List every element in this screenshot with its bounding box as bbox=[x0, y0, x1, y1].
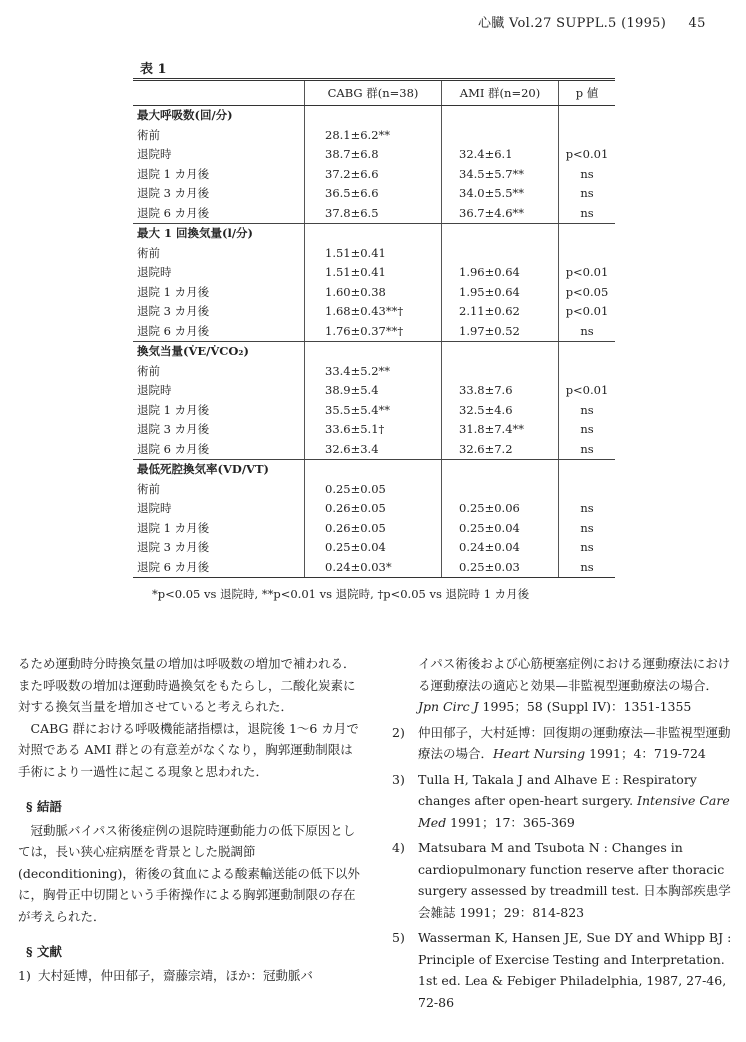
table-cell bbox=[559, 460, 616, 480]
table-row bbox=[133, 362, 615, 382]
table-cell: 0.26±0.05 bbox=[305, 519, 442, 539]
page-number: 45 bbox=[688, 16, 706, 31]
table-cell: p<0.01 bbox=[559, 381, 616, 401]
reference-text bbox=[418, 769, 737, 834]
table-cell bbox=[559, 342, 616, 362]
table-footnote: *p<0.05 vs 退院時, **p<0.01 vs 退院時, †p<0.05 vs 退院時 1 カ月後 bbox=[152, 587, 530, 601]
table-cell: ns bbox=[559, 499, 616, 519]
table-row bbox=[133, 519, 615, 539]
table-row bbox=[133, 420, 615, 440]
journal-title: Heart Nursing bbox=[493, 746, 586, 761]
reference-item bbox=[392, 769, 737, 834]
table-cell: 0.25±0.05 bbox=[305, 480, 442, 500]
table-cell: 34.5±5.7** bbox=[442, 165, 559, 185]
volume: Vol.27 bbox=[509, 16, 552, 31]
table-group bbox=[133, 342, 615, 460]
table-row bbox=[133, 244, 615, 264]
supplement: SUPPL.5 bbox=[556, 16, 617, 31]
journal-title: Intensive Care Med bbox=[418, 793, 730, 830]
reference-item bbox=[392, 927, 737, 1013]
table-group bbox=[133, 460, 615, 578]
results-table bbox=[133, 78, 615, 578]
table-cell: 28.1±6.2** bbox=[305, 126, 442, 146]
table-cell: ns bbox=[559, 165, 616, 185]
conclusion-heading: § 結語 bbox=[26, 799, 62, 814]
table-row bbox=[133, 558, 615, 578]
table-row bbox=[133, 165, 615, 185]
table-cell bbox=[559, 362, 616, 382]
reference-body: Wasserman K, Hansen JE, Sue DY and Whipp BJ : Principle of Exercise Testing and Interpretation. 1st ed. Lea & Febiger Philadelphia, 1987, 27-46, 72-86 bbox=[418, 930, 732, 1010]
table-cell: 1.96±0.64 bbox=[442, 263, 559, 283]
reference-body: Tulla H, Takala J and Alhave E : Respiratory changes after open-heart surgery. bbox=[418, 771, 697, 808]
table-cell bbox=[442, 362, 559, 382]
table-cell: 31.8±7.4** bbox=[442, 420, 559, 440]
row-label: 退院 3 カ月後 bbox=[137, 540, 210, 555]
table-row bbox=[133, 381, 615, 401]
table-row bbox=[133, 499, 615, 519]
table-cell: 1.60±0.38 bbox=[305, 283, 442, 303]
table-header-row bbox=[133, 80, 615, 106]
table-cell: 1.51±0.41 bbox=[305, 263, 442, 283]
table-cell: p<0.01 bbox=[559, 145, 616, 165]
table-cell: 1.51±0.41 bbox=[305, 244, 442, 264]
table-row bbox=[133, 480, 615, 500]
group-title-row bbox=[133, 342, 615, 362]
row-label: 退院 6 カ月後 bbox=[133, 440, 305, 460]
table-cell: 32.5±4.6 bbox=[442, 401, 559, 421]
row-label: 術前 bbox=[137, 245, 160, 260]
table-cell: 0.25±0.04 bbox=[305, 538, 442, 558]
table-row bbox=[133, 322, 615, 342]
group-title: 最大 1 回換気量(l/分) bbox=[137, 226, 253, 241]
reference-body: 仲田郁子，大村延博：回復期の運動療法—非監視型運動療法の場合． bbox=[418, 724, 731, 761]
table-cell: ns bbox=[559, 440, 616, 460]
reference-number: 3) bbox=[392, 771, 405, 787]
group-title-row bbox=[133, 106, 615, 126]
reference-tail: 1995；58 (Suppl IV)：1351-1355 bbox=[478, 699, 692, 714]
table-cell: 1.76±0.37**† bbox=[305, 322, 442, 342]
table-header-cell: p 値 bbox=[559, 80, 616, 106]
paragraph: CABG 群における呼吸機能諸指標は，退院後 1～6 カ月で対照である AMI 群との有意差がなくなり，胸郭運動制限は手術により一過性に起こる現象と思われた． bbox=[18, 720, 359, 779]
reference-continuation bbox=[392, 653, 737, 718]
row-label: 退院 6 カ月後 bbox=[133, 558, 305, 578]
table-label: 表 1 bbox=[140, 62, 167, 77]
reference-number: 1) bbox=[18, 967, 31, 983]
year: (1995) bbox=[621, 16, 667, 31]
table-cell bbox=[305, 342, 442, 362]
table-header-cell: AMI 群(n=20) bbox=[442, 80, 559, 106]
table-cell: ns bbox=[559, 322, 616, 342]
table-row bbox=[133, 440, 615, 460]
table-cell: 34.0±5.5** bbox=[442, 184, 559, 204]
row-label: 退院時 bbox=[137, 147, 172, 162]
reference-item bbox=[18, 965, 363, 987]
row-label: 術前 bbox=[137, 481, 160, 496]
row-label: 退院 1 カ月後 bbox=[137, 520, 210, 535]
table-header-cell bbox=[133, 80, 305, 106]
group-title: 最大呼吸数(回/分) bbox=[137, 108, 233, 123]
row-label: 退院 3 カ月後 bbox=[137, 422, 210, 437]
table-cell bbox=[442, 106, 559, 126]
table-cell: 33.4±5.2** bbox=[305, 362, 442, 382]
row-label: 退院 6 カ月後 bbox=[133, 322, 305, 342]
table-cell: 35.5±5.4** bbox=[305, 401, 442, 421]
table-cell bbox=[559, 244, 616, 264]
journal-name: 心臓 bbox=[478, 16, 505, 31]
table-cell: p<0.05 bbox=[559, 283, 616, 303]
table-cell: ns bbox=[559, 538, 616, 558]
table-cell bbox=[442, 224, 559, 244]
table-cell: 1.95±0.64 bbox=[442, 283, 559, 303]
reference-item bbox=[392, 837, 737, 923]
reference-tail: 1991；17：365-369 bbox=[446, 814, 575, 830]
table-cell bbox=[305, 224, 442, 244]
row-label: 退院時 bbox=[137, 501, 172, 516]
table-cell: 2.11±0.62 bbox=[442, 302, 559, 322]
table-row bbox=[133, 538, 615, 558]
row-label: 退院 3 カ月後 bbox=[137, 304, 210, 319]
table-cell bbox=[305, 460, 442, 480]
row-label: 退院 1 カ月後 bbox=[137, 402, 210, 417]
table-row bbox=[133, 204, 615, 224]
table-cell: 36.7±4.6** bbox=[442, 204, 559, 224]
running-header bbox=[478, 12, 706, 31]
table-row bbox=[133, 401, 615, 421]
row-label: 退院時 bbox=[137, 265, 172, 280]
table-cell: 32.4±6.1 bbox=[442, 145, 559, 165]
table-cell: 0.24±0.04 bbox=[442, 538, 559, 558]
reference-body: Matsubara M and Tsubota N : Changes in cardiopulmonary function reserve after thoracic surgery assessed by treadmill test. 日本胸部疾患学会雑誌 1991；29：814-823 bbox=[418, 840, 731, 920]
table-cell: 33.6±5.1† bbox=[305, 420, 442, 440]
right-column bbox=[392, 653, 737, 1017]
table-cell bbox=[442, 480, 559, 500]
row-label: 退院時 bbox=[137, 383, 172, 398]
table-group bbox=[133, 224, 615, 342]
table-cell bbox=[559, 106, 616, 126]
row-label: 退院 6 カ月後 bbox=[133, 204, 305, 224]
table-cell bbox=[442, 460, 559, 480]
table-cell bbox=[442, 126, 559, 146]
table-cell bbox=[559, 480, 616, 500]
row-label: 退院 1 カ月後 bbox=[137, 284, 210, 299]
table-row bbox=[133, 302, 615, 322]
table-row bbox=[133, 184, 615, 204]
table-cell bbox=[442, 342, 559, 362]
table-cell: ns bbox=[559, 558, 616, 578]
table-cell: 37.8±6.5 bbox=[305, 204, 442, 224]
table-row bbox=[133, 283, 615, 303]
table-cell: 36.5±6.6 bbox=[305, 184, 442, 204]
reference-number: 4) bbox=[392, 840, 405, 855]
table-cell: 0.25±0.06 bbox=[442, 499, 559, 519]
table-cell bbox=[559, 126, 616, 146]
reference-text bbox=[418, 927, 737, 1013]
paragraph: るため運動時分時換気量の増加は呼吸数の増加で補われる．また呼吸数の増加は運動時過換気をもたらし，二酸化炭素に対する換気当量を増加させていると考えられた． bbox=[18, 656, 356, 714]
table-cell: 0.26±0.05 bbox=[305, 499, 442, 519]
table-group bbox=[133, 106, 615, 224]
row-label: 術前 bbox=[137, 363, 160, 378]
group-title: 最低死腔換気率(VD/VT) bbox=[137, 462, 269, 477]
reference-text: イパス術後および心筋梗塞症例における運動療法における運動療法の適応と効果—非監視型運動療法の場合． bbox=[418, 656, 731, 693]
conclusion-paragraph: 冠動脈バイパス術後症例の退院時運動能力の低下原因としては，長い狭心症病歴を背景とした脱調節 (deconditioning)，術後の貧血による酸素輸送能の低下以外に，胸骨正中切開という手術操作による胸郭運動制限の存在が考えられた． bbox=[18, 822, 360, 924]
table-row bbox=[133, 263, 615, 283]
table-cell: 0.25±0.03 bbox=[442, 558, 559, 578]
reference-number: 5) bbox=[392, 930, 405, 945]
reference-text bbox=[418, 837, 737, 923]
table-cell: ns bbox=[559, 401, 616, 421]
table-cell bbox=[442, 244, 559, 264]
table-header-cell: CABG 群(n=38) bbox=[305, 80, 442, 106]
table-cell: 37.2±6.6 bbox=[305, 165, 442, 185]
group-title-row bbox=[133, 224, 615, 244]
references-heading: § 文献 bbox=[26, 944, 62, 959]
table-cell: 1.97±0.52 bbox=[442, 322, 559, 342]
row-label: 退院 1 カ月後 bbox=[137, 166, 210, 181]
table-cell: ns bbox=[559, 204, 616, 224]
table-row bbox=[133, 145, 615, 165]
table-cell: 33.8±7.6 bbox=[442, 381, 559, 401]
table-cell: 32.6±7.2 bbox=[442, 440, 559, 460]
table-cell bbox=[559, 224, 616, 244]
reference-number: 2) bbox=[392, 724, 405, 740]
table-cell: ns bbox=[559, 184, 616, 204]
table-cell: ns bbox=[559, 519, 616, 539]
table-cell: ns bbox=[559, 420, 616, 440]
group-title: 換気当量(V̇E/V̇CO₂) bbox=[137, 344, 249, 359]
left-column bbox=[18, 653, 363, 986]
table-cell: 32.6±3.4 bbox=[305, 440, 442, 460]
table-cell: 0.25±0.04 bbox=[442, 519, 559, 539]
journal-title: Jpn Circ J bbox=[418, 699, 479, 714]
row-label: 術前 bbox=[137, 127, 160, 142]
reference-tail: 1991；4：719-724 bbox=[585, 746, 706, 761]
table-cell: 38.9±5.4 bbox=[305, 381, 442, 401]
table-cell: p<0.01 bbox=[559, 263, 616, 283]
row-label: 退院 3 カ月後 bbox=[137, 186, 210, 201]
table-cell: 1.68±0.43**† bbox=[305, 302, 442, 322]
reference-text: 大村延博，仲田郁子，齋藤宗靖，ほか：冠動脈バ bbox=[38, 967, 314, 983]
table-row bbox=[133, 126, 615, 146]
table-cell bbox=[305, 106, 442, 126]
group-title-row bbox=[133, 460, 615, 480]
table-cell: 38.7±6.8 bbox=[305, 145, 442, 165]
reference-item bbox=[392, 722, 737, 765]
table-cell: 0.24±0.03* bbox=[305, 558, 442, 578]
table-cell: p<0.01 bbox=[559, 302, 616, 322]
reference-text bbox=[418, 722, 737, 765]
